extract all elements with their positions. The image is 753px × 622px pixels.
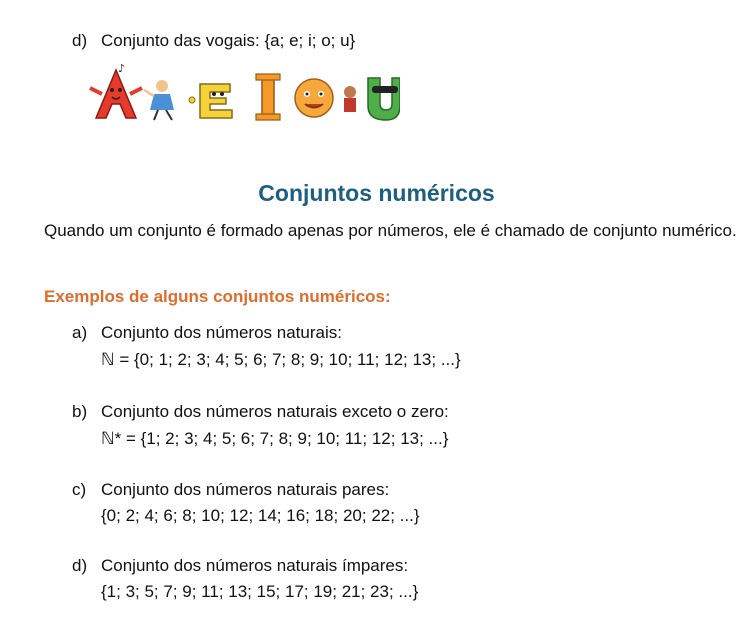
list-marker: c) bbox=[72, 480, 87, 499]
figure-character bbox=[344, 86, 356, 112]
example-label: Conjunto dos números naturais exceto o zero: bbox=[101, 402, 449, 421]
vowels-set-text: Conjunto das vogais: {a; e; i; o; u} bbox=[101, 31, 356, 50]
vowels-illustration bbox=[82, 64, 400, 122]
example-set: {1; 3; 5; 7; 9; 11; 13; 15; 17; 19; 21; 23; ...} bbox=[101, 582, 419, 601]
dancer-character bbox=[144, 80, 174, 120]
list-marker: d) bbox=[72, 556, 88, 575]
vowel-i-character bbox=[256, 74, 280, 120]
svg-text:♪: ♪ bbox=[118, 64, 126, 75]
example-label: Conjunto dos números naturais: bbox=[101, 323, 342, 342]
list-marker: d) bbox=[72, 31, 88, 50]
vowel-u-character bbox=[368, 78, 400, 120]
example-label: Conjunto dos números naturais ímpares: bbox=[101, 556, 409, 575]
example-set: ℕ* = {1; 2; 3; 4; 5; 6; 7; 8; 9; 10; 11; 12; 13; ...} bbox=[101, 429, 449, 448]
vowel-e-character bbox=[189, 84, 232, 118]
vowel-o-character bbox=[295, 79, 333, 117]
intro-paragraph: Quando um conjunto é formado apenas por números, ele é chamado de conjunto numérico. bbox=[44, 221, 737, 240]
section-title: Conjuntos numéricos bbox=[258, 180, 495, 206]
list-marker: a) bbox=[72, 323, 88, 342]
vowel-a-character bbox=[90, 64, 142, 118]
example-set: ℕ = {0; 1; 2; 3; 4; 5; 6; 7; 8; 9; 10; 11; 12; 13; ...} bbox=[101, 350, 461, 369]
examples-subtitle: Exemplos de alguns conjuntos numéricos: bbox=[44, 287, 391, 306]
list-marker: b) bbox=[72, 402, 88, 421]
example-set: {0; 2; 4; 6; 8; 10; 12; 14; 16; 18; 20; 22; ...} bbox=[101, 506, 420, 525]
example-label: Conjunto dos números naturais pares: bbox=[101, 480, 390, 499]
